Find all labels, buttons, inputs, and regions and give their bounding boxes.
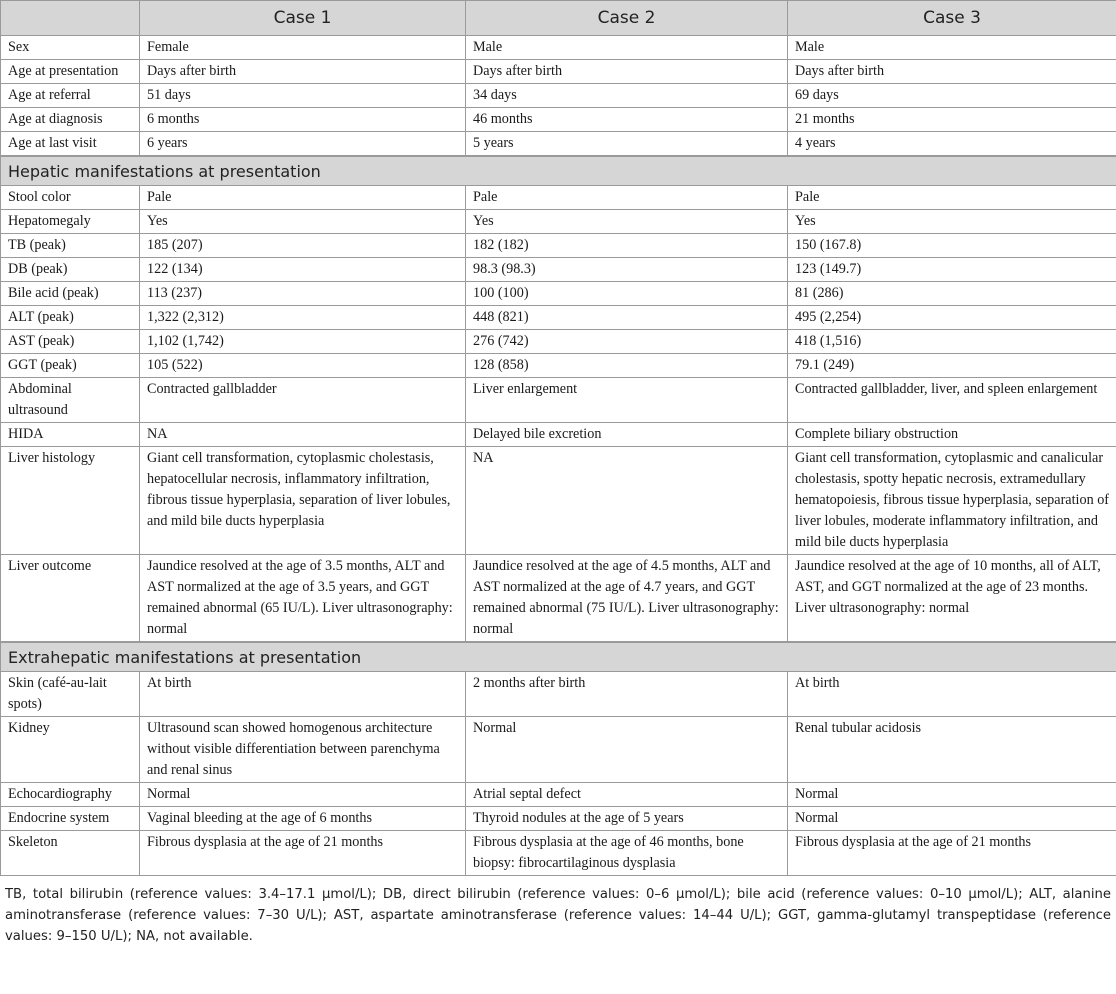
- row-label: Stool color: [1, 186, 140, 210]
- cell-case-1: Days after birth: [140, 60, 466, 84]
- table-row: [1, 186, 1116, 210]
- cell-case-3: 123 (149.7): [788, 258, 1116, 282]
- cell-case-3: Normal: [788, 783, 1116, 807]
- cell-case-1: Normal: [140, 783, 466, 807]
- row-label: Liver outcome: [1, 555, 140, 643]
- header-corner: [1, 1, 140, 36]
- cell-case-1: 105 (522): [140, 354, 466, 378]
- cell-case-1: Giant cell transformation, cytoplasmic cholestasis, hepatocellular necrosis, inflammatory infiltration, fibrous tissue hyperplasia, separation of liver lobules, and mild bile ducts hyperplasia: [140, 447, 466, 555]
- cell-case-1: At birth: [140, 672, 466, 717]
- cell-case-2: NA: [466, 447, 788, 555]
- table-footnote: TB, total bilirubin (reference values: 3.4–17.1 μmol/L); DB, direct bilirubin (reference values: 0–6 μmol/L); bile acid (reference values: 0–10 μmol/L); ALT, alanine aminotransferase (reference values: 7–30 U/L); AST, aspartate aminotransferase (reference values: 14–44 U/L); GGT, gamma-glutamyl transpeptidase (reference values: 9–150 U/L); NA, not available.: [5, 887, 1111, 944]
- cell-case-1: Ultrasound scan showed homogenous architecture without visible differentiation between parenchyma and renal sinus: [140, 717, 466, 783]
- table-row: [1, 555, 1116, 643]
- cell-case-2: 2 months after birth: [466, 672, 788, 717]
- cell-case-1: NA: [140, 423, 466, 447]
- row-label: Liver histology: [1, 447, 140, 555]
- cell-case-3: Complete biliary obstruction: [788, 423, 1116, 447]
- table-row: [1, 234, 1116, 258]
- cell-case-2: 34 days: [466, 84, 788, 108]
- table-row: [1, 36, 1116, 60]
- table-row: [1, 378, 1116, 423]
- cell-case-3: 69 days: [788, 84, 1116, 108]
- row-label: Age at presentation: [1, 60, 140, 84]
- table-row: [1, 831, 1116, 876]
- cell-case-2: Yes: [466, 210, 788, 234]
- cell-case-2: Atrial septal defect: [466, 783, 788, 807]
- cell-case-1: Fibrous dysplasia at the age of 21 months: [140, 831, 466, 876]
- table-row: [1, 60, 1116, 84]
- header-case-1: Case 1: [140, 1, 466, 36]
- row-label: Kidney: [1, 717, 140, 783]
- cell-case-2: Days after birth: [466, 60, 788, 84]
- row-label: Age at last visit: [1, 132, 140, 157]
- cell-case-3: 418 (1,516): [788, 330, 1116, 354]
- table-row: [1, 672, 1116, 717]
- cell-case-3: Giant cell transformation, cytoplasmic and canalicular cholestasis, spotty hepatic necrosis, extramedullary hematopoiesis, fibrous tissue hyperplasia, separation of liver lobules, moderate inflammatory infiltration, and mild bile ducts hyperplasia: [788, 447, 1116, 555]
- header-case-3: Case 3: [788, 1, 1116, 36]
- cell-case-1: Female: [140, 36, 466, 60]
- table-row: [1, 210, 1116, 234]
- cell-case-1: Jaundice resolved at the age of 3.5 months, ALT and AST normalized at the age of 3.5 years, and GGT remained abnormal (65 IU/L). Liver ultrasonography: normal: [140, 555, 466, 643]
- cell-case-1: 113 (237): [140, 282, 466, 306]
- cell-case-2: 5 years: [466, 132, 788, 157]
- cell-case-2: 182 (182): [466, 234, 788, 258]
- row-label: Abdominal ultrasound: [1, 378, 140, 423]
- table-row: [1, 108, 1116, 132]
- cell-case-3: 4 years: [788, 132, 1116, 157]
- cell-case-3: Days after birth: [788, 60, 1116, 84]
- cell-case-3: Male: [788, 36, 1116, 60]
- cell-case-1: 1,102 (1,742): [140, 330, 466, 354]
- cell-case-1: 6 years: [140, 132, 466, 157]
- cell-case-2: 46 months: [466, 108, 788, 132]
- cell-case-2: Delayed bile excretion: [466, 423, 788, 447]
- cell-case-1: Contracted gallbladder: [140, 378, 466, 423]
- cell-case-1: Pale: [140, 186, 466, 210]
- cell-case-3: Fibrous dysplasia at the age of 21 months: [788, 831, 1116, 876]
- table-row: [1, 306, 1116, 330]
- row-label: ALT (peak): [1, 306, 140, 330]
- section-title: Hepatic manifestations at presentation: [1, 156, 1116, 186]
- row-label: Endocrine system: [1, 807, 140, 831]
- table-row: [1, 84, 1116, 108]
- row-label: Age at referral: [1, 84, 140, 108]
- cell-case-3: Normal: [788, 807, 1116, 831]
- cell-case-3: At birth: [788, 672, 1116, 717]
- row-label: GGT (peak): [1, 354, 140, 378]
- cell-case-3: 81 (286): [788, 282, 1116, 306]
- row-label: Age at diagnosis: [1, 108, 140, 132]
- cell-case-1: Yes: [140, 210, 466, 234]
- cell-case-2: 100 (100): [466, 282, 788, 306]
- cell-case-2: Normal: [466, 717, 788, 783]
- cell-case-3: Yes: [788, 210, 1116, 234]
- cell-case-3: Contracted gallbladder, liver, and spleen enlargement: [788, 378, 1116, 423]
- cell-case-2: Jaundice resolved at the age of 4.5 months, ALT and AST normalized at the age of 4.7 years, and GGT remained abnormal (75 IU/L). Liver ultrasonography: normal: [466, 555, 788, 643]
- row-label: Skin (café-au-lait spots): [1, 672, 140, 717]
- cell-case-1: 6 months: [140, 108, 466, 132]
- section-header-hepatic: [1, 156, 1116, 186]
- table-row: [1, 447, 1116, 555]
- table-row: [1, 783, 1116, 807]
- cell-case-1: 1,322 (2,312): [140, 306, 466, 330]
- row-label: Sex: [1, 36, 140, 60]
- cell-case-2: Male: [466, 36, 788, 60]
- cell-case-3: Renal tubular acidosis: [788, 717, 1116, 783]
- cell-case-2: Pale: [466, 186, 788, 210]
- row-label: Skeleton: [1, 831, 140, 876]
- cell-case-1: 51 days: [140, 84, 466, 108]
- section-title: Extrahepatic manifestations at presentation: [1, 642, 1116, 672]
- row-label: Echocardiography: [1, 783, 140, 807]
- table-row: [1, 423, 1116, 447]
- row-label: Bile acid (peak): [1, 282, 140, 306]
- header-row: [1, 1, 1116, 36]
- table-row: [1, 330, 1116, 354]
- row-label: AST (peak): [1, 330, 140, 354]
- table-row: [1, 258, 1116, 282]
- section-header-extrahepatic: [1, 642, 1116, 672]
- cell-case-3: 495 (2,254): [788, 306, 1116, 330]
- cell-case-2: 98.3 (98.3): [466, 258, 788, 282]
- cell-case-1: Vaginal bleeding at the age of 6 months: [140, 807, 466, 831]
- cell-case-2: Thyroid nodules at the age of 5 years: [466, 807, 788, 831]
- row-label: DB (peak): [1, 258, 140, 282]
- cell-case-1: 185 (207): [140, 234, 466, 258]
- table-row: [1, 282, 1116, 306]
- cell-case-2: Fibrous dysplasia at the age of 46 months, bone biopsy: fibrocartilaginous dysplasia: [466, 831, 788, 876]
- cell-case-2: 276 (742): [466, 330, 788, 354]
- cell-case-3: Pale: [788, 186, 1116, 210]
- cell-case-3: Jaundice resolved at the age of 10 months, all of ALT, AST, and GGT normalized at the age of 23 months. Liver ultrasonography: normal: [788, 555, 1116, 643]
- cell-case-2: Liver enlargement: [466, 378, 788, 423]
- table-row: [1, 807, 1116, 831]
- table-row: [1, 354, 1116, 378]
- row-label: Hepatomegaly: [1, 210, 140, 234]
- cell-case-1: 122 (134): [140, 258, 466, 282]
- table-row: [1, 132, 1116, 157]
- row-label: HIDA: [1, 423, 140, 447]
- table-row: [1, 717, 1116, 783]
- cell-case-3: 150 (167.8): [788, 234, 1116, 258]
- cell-case-2: 128 (858): [466, 354, 788, 378]
- cell-case-3: 79.1 (249): [788, 354, 1116, 378]
- header-case-2: Case 2: [466, 1, 788, 36]
- cell-case-3: 21 months: [788, 108, 1116, 132]
- cell-case-2: 448 (821): [466, 306, 788, 330]
- row-label: TB (peak): [1, 234, 140, 258]
